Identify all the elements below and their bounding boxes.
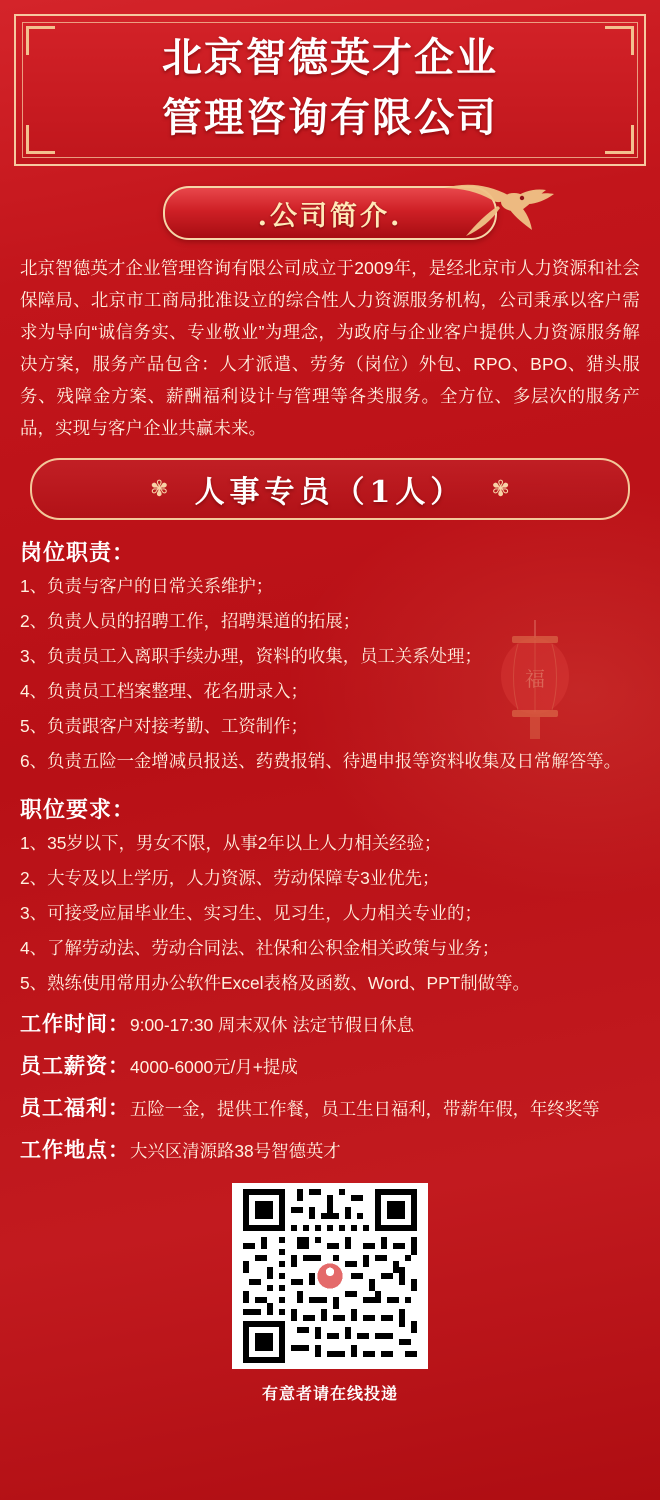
detail-benefits-label: 员工福利： xyxy=(20,1097,130,1120)
duties-heading: 岗位职责： xyxy=(20,540,136,565)
duties-list xyxy=(0,570,660,777)
duties-item: 5、负责跟客户对接考勤、工资制作； xyxy=(20,716,308,736)
svg-text:福: 福 xyxy=(525,667,545,691)
section-ribbon-wrap xyxy=(0,182,660,242)
flower-ornament-left-icon: ✾ xyxy=(150,476,169,501)
detail-work-hours-label: 工作时间： xyxy=(20,1013,130,1036)
requirements-item: 4、了解劳动法、劳动合同法、社保和公积金相关政策与业务； xyxy=(20,938,500,958)
qr-code[interactable] xyxy=(232,1183,428,1369)
detail-salary-label: 员工薪资： xyxy=(20,1055,130,1078)
requirements-item: 2、大专及以上学历，人力资源、劳动保障专3业优先； xyxy=(20,868,440,888)
detail-location-value: 大兴区清源路38号智德英才 xyxy=(130,1141,341,1161)
duties-item: 3、负责员工入离职手续办理，资料的收集，员工关系处理； xyxy=(20,646,482,666)
section-ribbon-label: .公司简介. xyxy=(257,200,403,232)
section-ribbon-company-intro xyxy=(163,186,497,240)
detail-benefits xyxy=(20,1093,640,1125)
requirements-heading: 职位要求： xyxy=(20,797,136,822)
requirements-list xyxy=(0,827,660,999)
detail-work-hours-value: 9:00-17:30 周末双休 法定节假日休息 xyxy=(130,1015,415,1035)
job-title-plaque-wrap xyxy=(30,458,630,520)
detail-salary-value: 4000-6000元/月+提成 xyxy=(130,1057,298,1077)
detail-salary xyxy=(20,1051,640,1083)
qr-caption: 有意者请在线投递 xyxy=(261,1386,398,1403)
detail-work-hours xyxy=(20,1009,640,1041)
duties-item: 1、负责与客户的日常关系维护； xyxy=(20,576,274,596)
detail-location xyxy=(20,1135,640,1167)
job-title: 人事专员（1人） xyxy=(194,475,466,510)
header-banner xyxy=(14,14,646,166)
requirements-item: 1、35岁以下，男女不限，从事2年以上人力相关经验； xyxy=(20,833,442,853)
company-intro-paragraph: 北京智德英才企业管理咨询有限公司成立于2009年，是经北京市人力资源和社会保障局、北京市工商局批准设立的综合性人力资源服务机构，公司秉承以客户需求为导向“诚信务实、专业敬业”为理念，为政府与企业客户提供人力资源服务解决方案，服务产品包含：人才派遣、劳务（岗位）外包、RPO、BPO、猎头服务、残障金方案、薪酬福利设计与管理等各类服务。全方位、多层次的服务产品，实现与客户企业共赢未来。 xyxy=(20,258,640,438)
qr-area xyxy=(232,1183,428,1404)
page-title-line-2: 管理咨询有限公司 xyxy=(162,94,498,141)
job-title-plaque xyxy=(30,458,630,520)
detail-benefits-value: 五险一金，提供工作餐，员工生日福利，带薪年假，年终奖等 xyxy=(130,1099,600,1119)
duties-item: 6、负责五险一金增减员报送、药费报销、待遇申报等资料收集及日常解答等。 xyxy=(20,751,621,771)
requirements-item: 3、可接受应届毕业生、实习生、见习生，人力相关专业的； xyxy=(20,903,482,923)
requirements-item: 5、熟练使用常用办公软件Excel表格及函数、Word、PPT制做等。 xyxy=(20,973,530,993)
duties-item: 4、负责员工档案整理、花名册录入； xyxy=(20,681,308,701)
detail-location-label: 工作地点： xyxy=(20,1139,130,1162)
page-title-line-1: 北京智德英才企业 xyxy=(162,34,498,81)
qr-code-icon xyxy=(238,1189,422,1363)
duties-item: 2、负责人员的招聘工作，招聘渠道的拓展； xyxy=(20,611,361,631)
page-title xyxy=(16,28,644,148)
flower-ornament-right-icon: ✾ xyxy=(491,476,510,501)
